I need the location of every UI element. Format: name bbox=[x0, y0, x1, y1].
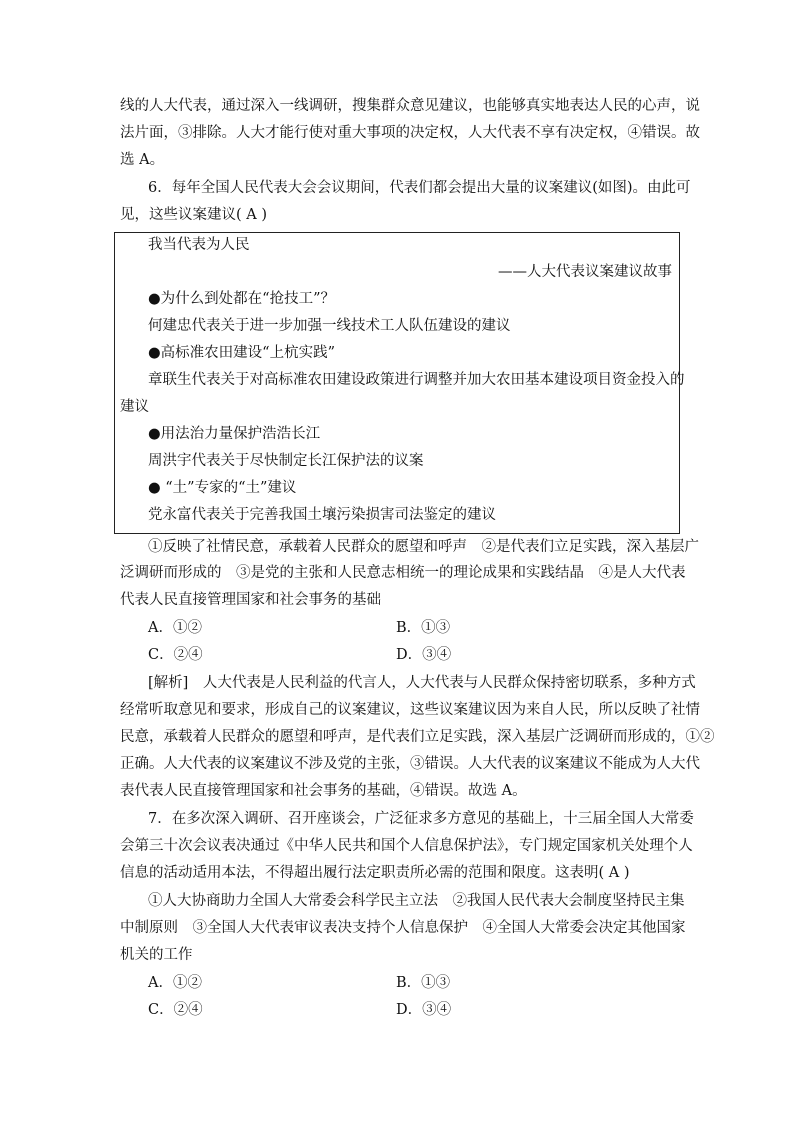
intro-line-3: 选 A。 bbox=[120, 152, 165, 168]
q6-statement-line-1: ①反映了社情民意，承载着人民群众的愿望和呼声 ②是代表们立足实践，深入基层广 bbox=[148, 539, 699, 555]
q6-analysis-line-3: 民意，承载着人民群众的愿望和呼声，是代表们立足实践，深入基层广泛调研而形成的，①② bbox=[120, 729, 715, 745]
q6-statement-line-3: 代表人民直接管理国家和社会事务的基础 bbox=[120, 592, 381, 608]
intro-line-2: 法片面，③排除。人大才能行使对重大事项的决定权，人大代表不享有决定权，④错误。故 bbox=[120, 125, 700, 141]
box-item-5: 建议 bbox=[120, 399, 149, 415]
q7-option-d: D．③④ bbox=[396, 1002, 452, 1018]
q6-analysis-line-1: [解析] 人大代表是人民利益的代言人，人大代表与人民群众保持密切联系，多种方式 bbox=[148, 675, 696, 691]
box-item-2: 何建忠代表关于进一步加强一线技术工人队伍建设的建议 bbox=[148, 318, 511, 334]
q6-option-d: D．③④ bbox=[396, 647, 452, 663]
q7-statement-line-1: ①人大协商助力全国人大常委会科学民主立法 ②我国人民代表大会制度坚持民主集 bbox=[148, 893, 685, 909]
box-item-7: 周洪宇代表关于尽快制定长江保护法的议案 bbox=[148, 453, 424, 469]
q7-statement-line-2: 中制原则 ③全国人大代表审议表决支持个人信息保护 ④全国人大常委会决定其他国家 bbox=[120, 920, 686, 936]
q7-statement-line-3: 机关的工作 bbox=[120, 947, 193, 963]
intro-line-1: 线的人大代表，通过深入一线调研，搜集群众意见建议，也能够真实地表达人民的心声，说 bbox=[120, 98, 700, 114]
q7-stem-line-3: 信息的活动适用本法，不得超出履行法定职责所必需的范围和限度。这表明( A ) bbox=[120, 865, 630, 881]
q6-option-b: B．①③ bbox=[396, 620, 451, 636]
q7-option-c: C．②④ bbox=[148, 1002, 203, 1018]
box-item-3: ●高标准农田建设“上杭实践” bbox=[148, 345, 335, 361]
box-item-9: 党永富代表关于完善我国土壤污染损害司法鉴定的建议 bbox=[148, 507, 496, 523]
box-title: 我当代表为人民 bbox=[148, 237, 250, 253]
q6-stem-line-2: 见，这些议案建议( A ) bbox=[120, 207, 268, 223]
q7-option-b: B．①③ bbox=[396, 975, 451, 991]
q6-analysis-line-4: 正确。人大代表的议案建议不涉及党的主张，③错误。人大代表的议案建议不能成为人大代 bbox=[120, 756, 700, 772]
box-subtitle: ——人大代表议案建议故事 bbox=[498, 264, 672, 280]
q6-option-c: C．②④ bbox=[148, 647, 203, 663]
box-item-1: ●为什么到处都在“抢技工”？ bbox=[148, 291, 335, 307]
q6-analysis-line-5: 表代表人民直接管理国家和社会事务的基础，④错误。故选 A。 bbox=[120, 783, 527, 799]
q7-stem-line-2: 会第三十次会议表决通过《中华人民共和国个人信息保护法》，专门规定国家机关处理个人 bbox=[120, 838, 693, 854]
box-item-6: ●用法治力量保护浩浩长江 bbox=[148, 426, 321, 442]
q7-option-a: A．①② bbox=[148, 975, 202, 991]
q6-statement-line-2: 泛调研而形成的 ③是党的主张和人民意志相统一的理论成果和实践结晶 ④是人大代表 bbox=[120, 565, 686, 581]
box-item-4: 章联生代表关于对高标准农田建设政策进行调整并加大农田基本建设项目资金投入的 bbox=[148, 372, 685, 388]
q6-stem-line-1: 6．每年全国人民代表大会会议期间，代表们都会提出大量的议案建议(如图)。由此可 bbox=[148, 180, 691, 196]
q6-option-a: A．①② bbox=[148, 620, 202, 636]
box-item-8: ● “土”专家的“土”建议 bbox=[148, 480, 297, 496]
q6-analysis-line-2: 经常听取意见和要求，形成自己的议案建议，这些议案建议因为来自人民，所以反映了社情 bbox=[120, 702, 700, 718]
q7-stem-line-1: 7．在多次深入调研、召开座谈会，广泛征求多方意见的基础上，十三届全国人大常委 bbox=[148, 811, 694, 827]
